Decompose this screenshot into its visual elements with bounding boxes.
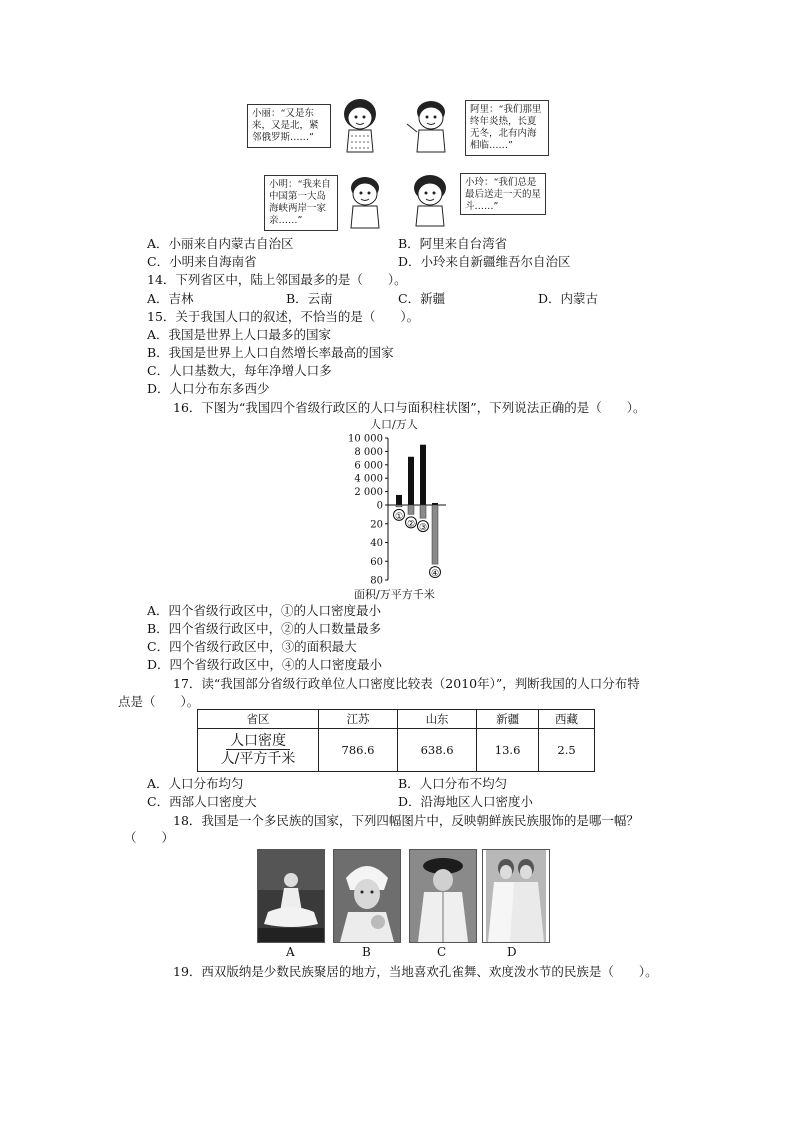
- chart-tick-label: 2 000: [354, 487, 383, 499]
- area-bar: [432, 505, 438, 564]
- q15-option-c[interactable]: C．人口基数大，每年净增人口多: [147, 363, 332, 378]
- costume-photo-b[interactable]: [333, 849, 401, 943]
- table-header-row: [198, 710, 595, 729]
- costume-photo-d[interactable]: [482, 849, 550, 943]
- q16-option-c[interactable]: C．四个省级行政区中，③的面积最大: [147, 639, 357, 654]
- chart-tick-label: 80: [370, 575, 383, 587]
- table-header-cell: 新疆: [477, 710, 539, 729]
- population-bar: [432, 503, 438, 505]
- table-row-label: [198, 729, 319, 772]
- q17-option-d[interactable]: D．沿海地区人口密度小: [398, 794, 534, 809]
- q14-option-d[interactable]: D．内蒙古: [538, 291, 599, 306]
- dialogue-xiaoling: 小玲：“我们总是最后送走一天的星斗……”: [460, 173, 546, 215]
- table-header-cell: 西藏: [539, 710, 595, 729]
- category-label: ③: [418, 523, 428, 534]
- photo-label-b: B: [362, 945, 371, 959]
- chart-tick-label: 40: [370, 538, 383, 549]
- dialogue-ali: 阿里：“我们那里终年炎热，长夏无冬，北有内海相临……”: [465, 100, 549, 156]
- table-cell: 786.6: [319, 729, 398, 772]
- q17-option-c[interactable]: C．西部人口密度大: [147, 794, 257, 809]
- area-bar: [396, 505, 402, 507]
- q14-option-b[interactable]: B．云南: [286, 291, 333, 306]
- chart-ylabel-bottom: 面积/万平方千米: [354, 588, 435, 601]
- population-bar: [396, 495, 402, 505]
- q17-stem-line2: 点是（ ）。: [118, 694, 200, 709]
- photo-label-d: D: [507, 945, 517, 959]
- q14-option-c[interactable]: C．新疆: [398, 291, 446, 306]
- table-cell: 13.6: [477, 729, 539, 772]
- area-bar: [408, 505, 414, 514]
- density-label-numerator: 人口密度: [226, 733, 290, 750]
- photo-label-c: C: [437, 945, 447, 959]
- q16-stem: 16．下图为“我国四个省级行政区的人口与面积柱状图”，下列说法正确的是（ ）。: [173, 400, 646, 415]
- dialogue-xiaoli: 小丽：“又是东来，又是北，紧邻俄罗斯……”: [247, 104, 331, 148]
- chart-tick-label: 4 000: [354, 473, 383, 485]
- q18-stem-line1: 18．我国是一个多民族的国家，下列四幅图片中，反映朝鲜族民族服饰的是哪一幅？: [173, 813, 639, 828]
- q15-option-d[interactable]: D．人口分布东多西少: [147, 381, 270, 396]
- q15-stem: 15．关于我国人口的叙述，不恰当的是（ ）。: [147, 309, 420, 324]
- q13-option-b[interactable]: B．阿里来自台湾省: [398, 236, 508, 251]
- table-header-cell: 省区: [198, 710, 319, 729]
- table-header-cell: 江苏: [319, 710, 398, 729]
- chart-ylabel-top: 人口/万人: [370, 418, 418, 431]
- q14-stem: 14．下列省区中，陆上邻国最多的是（ ）。: [147, 272, 407, 287]
- q19-stem: 19．西双版纳是少数民族聚居的地方，当地喜欢孔雀舞、欢度泼水节的民族是（ ）。: [173, 964, 658, 979]
- area-bar: [420, 505, 426, 518]
- chart-tick-label: 60: [370, 556, 383, 568]
- q16-chart: [330, 416, 470, 602]
- q16-option-d[interactable]: D．四个省级行政区中，④的人口密度最小: [147, 657, 383, 672]
- chart-tick-label: 8 000: [354, 446, 383, 458]
- population-bar: [408, 457, 414, 505]
- girl-illustration-xiaoling: [404, 170, 456, 230]
- photo-label-a: A: [286, 945, 295, 959]
- category-label: ①: [394, 511, 404, 522]
- q17-stem-line1: 17．读“我国部分省级行政单位人口密度比较表（2010年）”，判断我国的人口分布特: [173, 676, 640, 691]
- q15-option-b[interactable]: B．我国是世界上人口自然增长率最高的国家: [147, 345, 394, 360]
- chart-tick-label: 20: [370, 519, 383, 531]
- costume-photo-c[interactable]: [409, 849, 477, 943]
- table-cell: 2.5: [539, 729, 595, 772]
- category-label: ④: [430, 569, 440, 580]
- costume-photo-a[interactable]: [257, 849, 325, 943]
- q16-option-b[interactable]: B．四个省级行政区中，②的人口数量最多: [147, 621, 382, 636]
- table-row: [198, 729, 595, 772]
- q15-option-a[interactable]: A．我国是世界上人口最多的国家: [147, 327, 332, 342]
- q17-option-b[interactable]: B．人口分布不均匀: [398, 776, 508, 791]
- table-header-cell: 山东: [398, 710, 477, 729]
- table-cell: 638.6: [398, 729, 477, 772]
- chart-tick-label: 10 000: [348, 433, 383, 445]
- chart-tick-label: 6 000: [354, 460, 383, 472]
- girl-illustration: [335, 94, 385, 156]
- boy-illustration-ali: [405, 96, 457, 156]
- q14-option-a[interactable]: A．吉林: [147, 291, 194, 306]
- q13-option-c[interactable]: C．小明来自海南省: [147, 254, 257, 269]
- q18-stem-line2: （ ）: [124, 830, 175, 845]
- population-bar: [420, 445, 426, 505]
- q17-option-a[interactable]: A．人口分布均匀: [147, 776, 244, 791]
- dialogue-xiaoming: 小明：“我来自中国第一大岛海峡两岸一家亲……”: [264, 175, 338, 231]
- q13-option-d[interactable]: D．小玲来自新疆维吾尔自治区: [398, 254, 571, 269]
- chart-tick-label: 0: [376, 500, 383, 512]
- category-label: ②: [406, 519, 416, 530]
- density-label-denominator: 人/平方千米: [220, 751, 296, 767]
- boy-illustration-xiaoming: [340, 172, 390, 232]
- q13-option-a[interactable]: A．小丽来自内蒙古自治区: [147, 236, 294, 251]
- q16-option-a[interactable]: A．四个省级行政区中，①的人口密度最小: [147, 603, 382, 618]
- bar-chart: [330, 416, 470, 602]
- population-density-table: [197, 709, 595, 772]
